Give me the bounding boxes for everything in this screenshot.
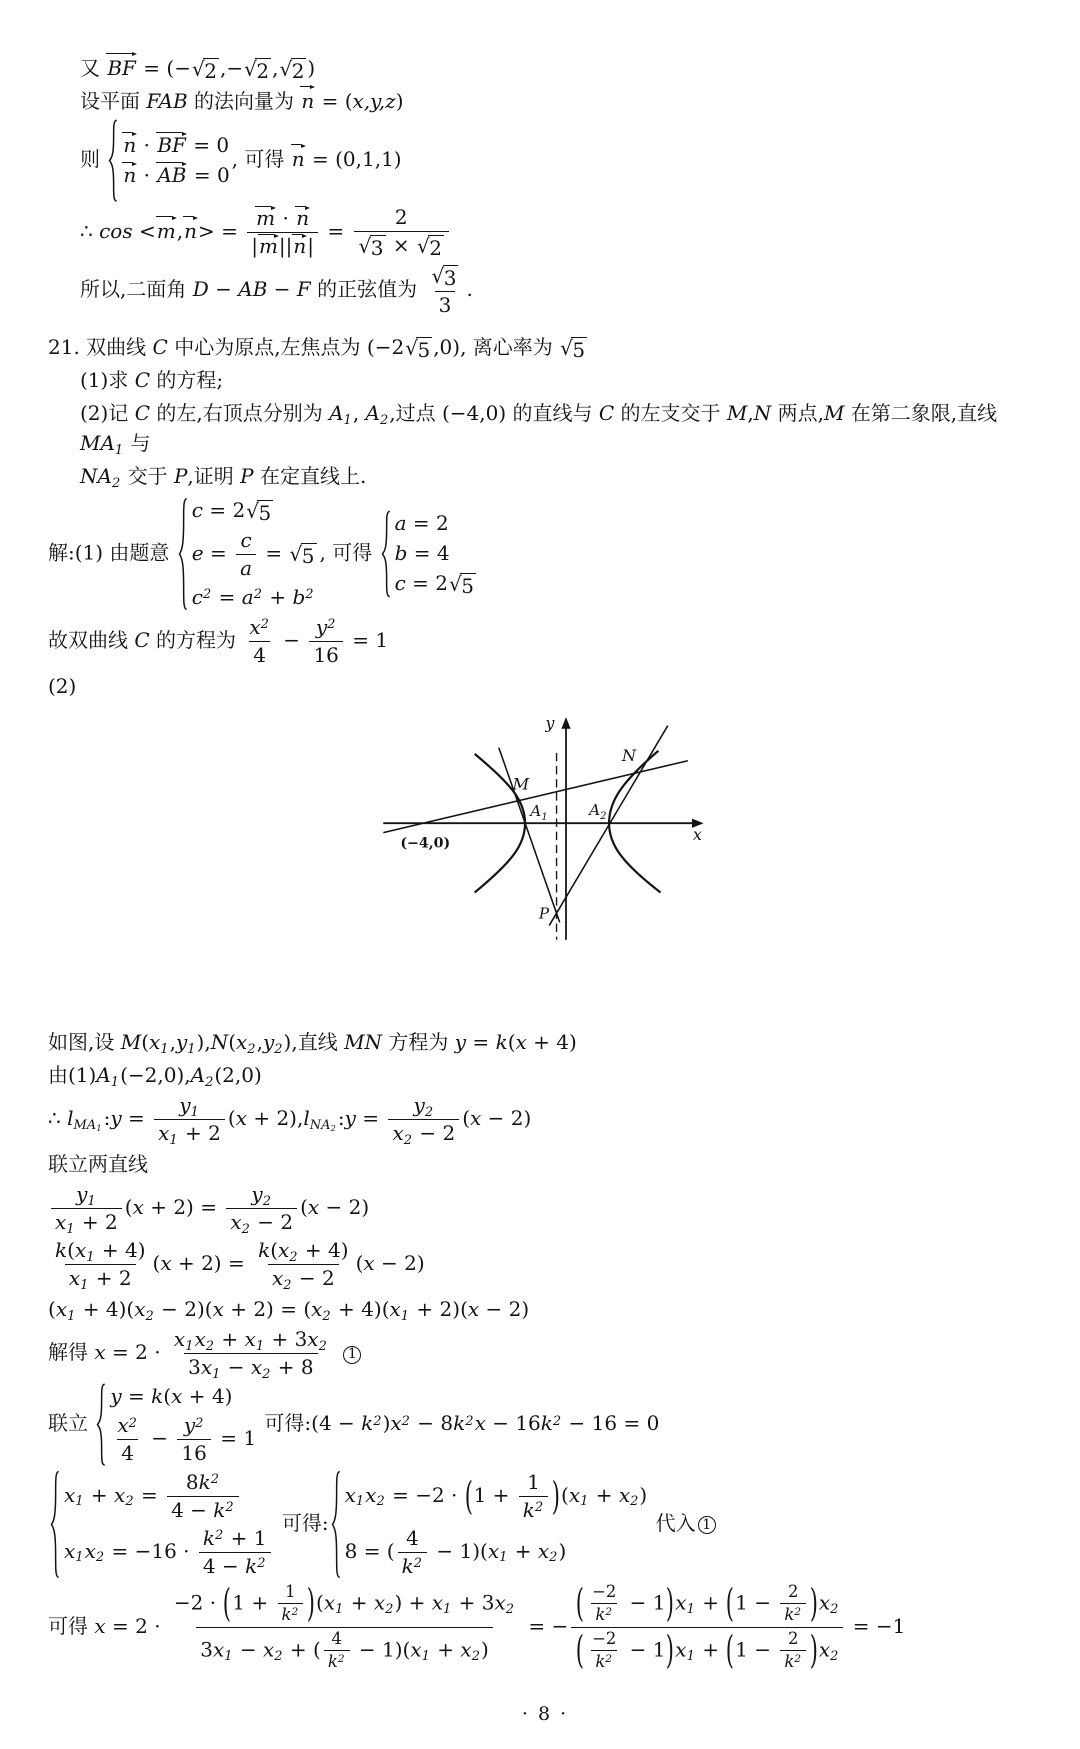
- label-A1-sub: 1: [541, 812, 548, 824]
- math-line: 所以,二面角 D − AB − F 的正弦值为 √ 3 3 .: [80, 264, 473, 318]
- page-number: · 8 ·: [521, 1702, 569, 1725]
- math-line: 如图,设 M(x1,y1),N(x2,y2),直线 MN 方程为 y = k(x + 4): [48, 1030, 577, 1057]
- math-line: x1 + x2 = $\frac{8k^2}{4 - k^2}$ x1x2 = −16 · $\frac{k^2 + 1}{4 - k^2}$ 可得: x1x2 = −2 · (1 + $\frac{1}{k^2}$ )(x1 + x2) 8 = ( $\frac{4}{k^2}$ − 1)(x1 + x2) 代入 1: [48, 1470, 1042, 1579]
- left-brace: [381, 510, 391, 598]
- math-line: (1)求 C 的方程;: [80, 368, 224, 393]
- math-line: 设平面 FAB 的法向量为 n = (x,y,z): [80, 86, 1042, 116]
- label-P: P: [538, 905, 550, 924]
- solution-text-top: [48, 53, 1042, 701]
- vector-arrow: m: [156, 216, 177, 246]
- label-N: N: [621, 746, 637, 766]
- vector-arrow: n: [291, 144, 306, 174]
- math-line: (x1 + 4)(x2 − 2)(x + 2) = (x2 + 4)(x1 + 2)(x − 2): [48, 1297, 530, 1324]
- solution-text-bottom: [48, 1027, 1042, 1672]
- x-axis-label: x: [693, 825, 702, 845]
- math-line: 联立 y = k(x + 4) $\frac{x^2}{4}$ − $\frac{y^2}{16}$ = 1 可得:(4 − $k^2)x^2 - 8k^2x - 16k^2 - 16 = 0$: [48, 1384, 660, 1466]
- y-axis-arrow: [561, 717, 570, 729]
- left-brace: [331, 1470, 341, 1579]
- math-line: ∴ lMA1 :y = $\frac{y1}{x1 + 2}$ (x + 2),lNA2 :y = $\frac{y2}{x2 - 2}$ (x − 2): [48, 1093, 532, 1148]
- math-line: (2): [48, 674, 77, 699]
- vector-arrow: BF: [106, 53, 137, 83]
- math-line: ∴ cos < m, n> = m · n | m|| n| = 2 √ 3 × √ 2: [80, 205, 1042, 260]
- math-line: 联立两直线: [48, 1152, 148, 1177]
- vector-arrow: BF: [156, 132, 187, 159]
- math-line: 解得 x = 2 · $\frac{x1x2 + x1 + 3x2}{3x1 - x2 + 8}$ 1: [48, 1327, 1042, 1380]
- hyperbola-figure: [377, 715, 713, 944]
- vector-arrow: n: [300, 86, 315, 116]
- label-A2: A: [589, 801, 601, 820]
- vector-arrow: n: [183, 216, 198, 246]
- math-line: 又 BF = (− √ 2 ,− √ 2 , √ 2 ): [80, 53, 1042, 83]
- left-brace: [50, 1470, 60, 1579]
- label-M: M: [512, 774, 530, 794]
- vector-arrow: n: [292, 234, 307, 259]
- vector-arrow: m: [255, 206, 276, 231]
- math-line: (2)记 C 的左,右顶点分别为 A1, A2,过点 (−4,0) 的直线与 C 的左支交于 M,N 两点,M 在第二象限,直线 MA1 与: [80, 401, 1004, 458]
- left-brace: [178, 497, 188, 611]
- vector-arrow: n: [122, 132, 137, 159]
- left-brace: [96, 1383, 106, 1466]
- math-line: 解:(1) 由题意 c = 2 √ 5 e = $\frac{c}{a}$ = √ 5 $c^2 = a^2 + b^2$ , 可得 a = 2 b = 4 c = 2 √ 5: [48, 498, 474, 610]
- math-line: 由(1)A1(−2,0),A2(2,0): [48, 1063, 262, 1090]
- math-line: $\frac{y1}{x1 + 2}$ (x + 2) = $\frac{y2}{x2 - 2}$ (x − 2): [48, 1182, 1042, 1235]
- left-brace: [108, 119, 118, 202]
- line-NA2P: [549, 726, 668, 926]
- vector-arrow: AB: [156, 162, 187, 189]
- vector-arrow: n: [295, 206, 310, 231]
- math-line: 可得 x = 2 · −2 · (1 + $\frac{1}{k^2}$ )(x1 + x2) + x1 + 3x2 3x1 − x2 + ( $\frac{4}{k^2}$ − 1)(x1 + x2) = − ( $\frac{-2}{k^2}$ − 1)x1 + (1 − $\frac{2}{k^2}$ )x2 ( $\frac{-2}{k^2}$ − 1)x1 + (1 − $\frac{2}{k^2}$ )x2 = −1: [48, 1579, 906, 1673]
- label-point-neg4: (−4,0): [400, 835, 451, 852]
- vector-arrow: m: [258, 234, 279, 259]
- figure-container: [48, 715, 1042, 949]
- math-line: 故双曲线 C 的方程为 $\frac{x^2}{4}$ − $\frac{y^2}{16}$ = 1: [48, 615, 389, 668]
- math-line: $\frac{k(x1 + 4)}{x1 + 2}$ (x + 2) = $\frac{k(x2 + 4)}{x2 - 2}$ (x − 2): [55, 1238, 425, 1293]
- math-line: 21. 双曲线 C 中心为原点,左焦点为 (−2 √ 5 ,0), 离心率为 √ 5: [48, 335, 586, 363]
- vector-arrow: n: [122, 162, 137, 189]
- math-line: 则 n · BF = 0 n · AB = 0 , 可得 n = (0,1,1): [80, 119, 1042, 202]
- label-A2-sub: 2: [600, 811, 607, 823]
- hyperbola-right-branch: [609, 751, 660, 893]
- line-MA1P: [499, 748, 560, 923]
- y-axis-label: y: [545, 715, 555, 734]
- line-MN: [383, 761, 688, 833]
- label-A1: A: [530, 802, 542, 821]
- math-line: NA2 交于 P,证明 P 在定直线上.: [80, 464, 367, 491]
